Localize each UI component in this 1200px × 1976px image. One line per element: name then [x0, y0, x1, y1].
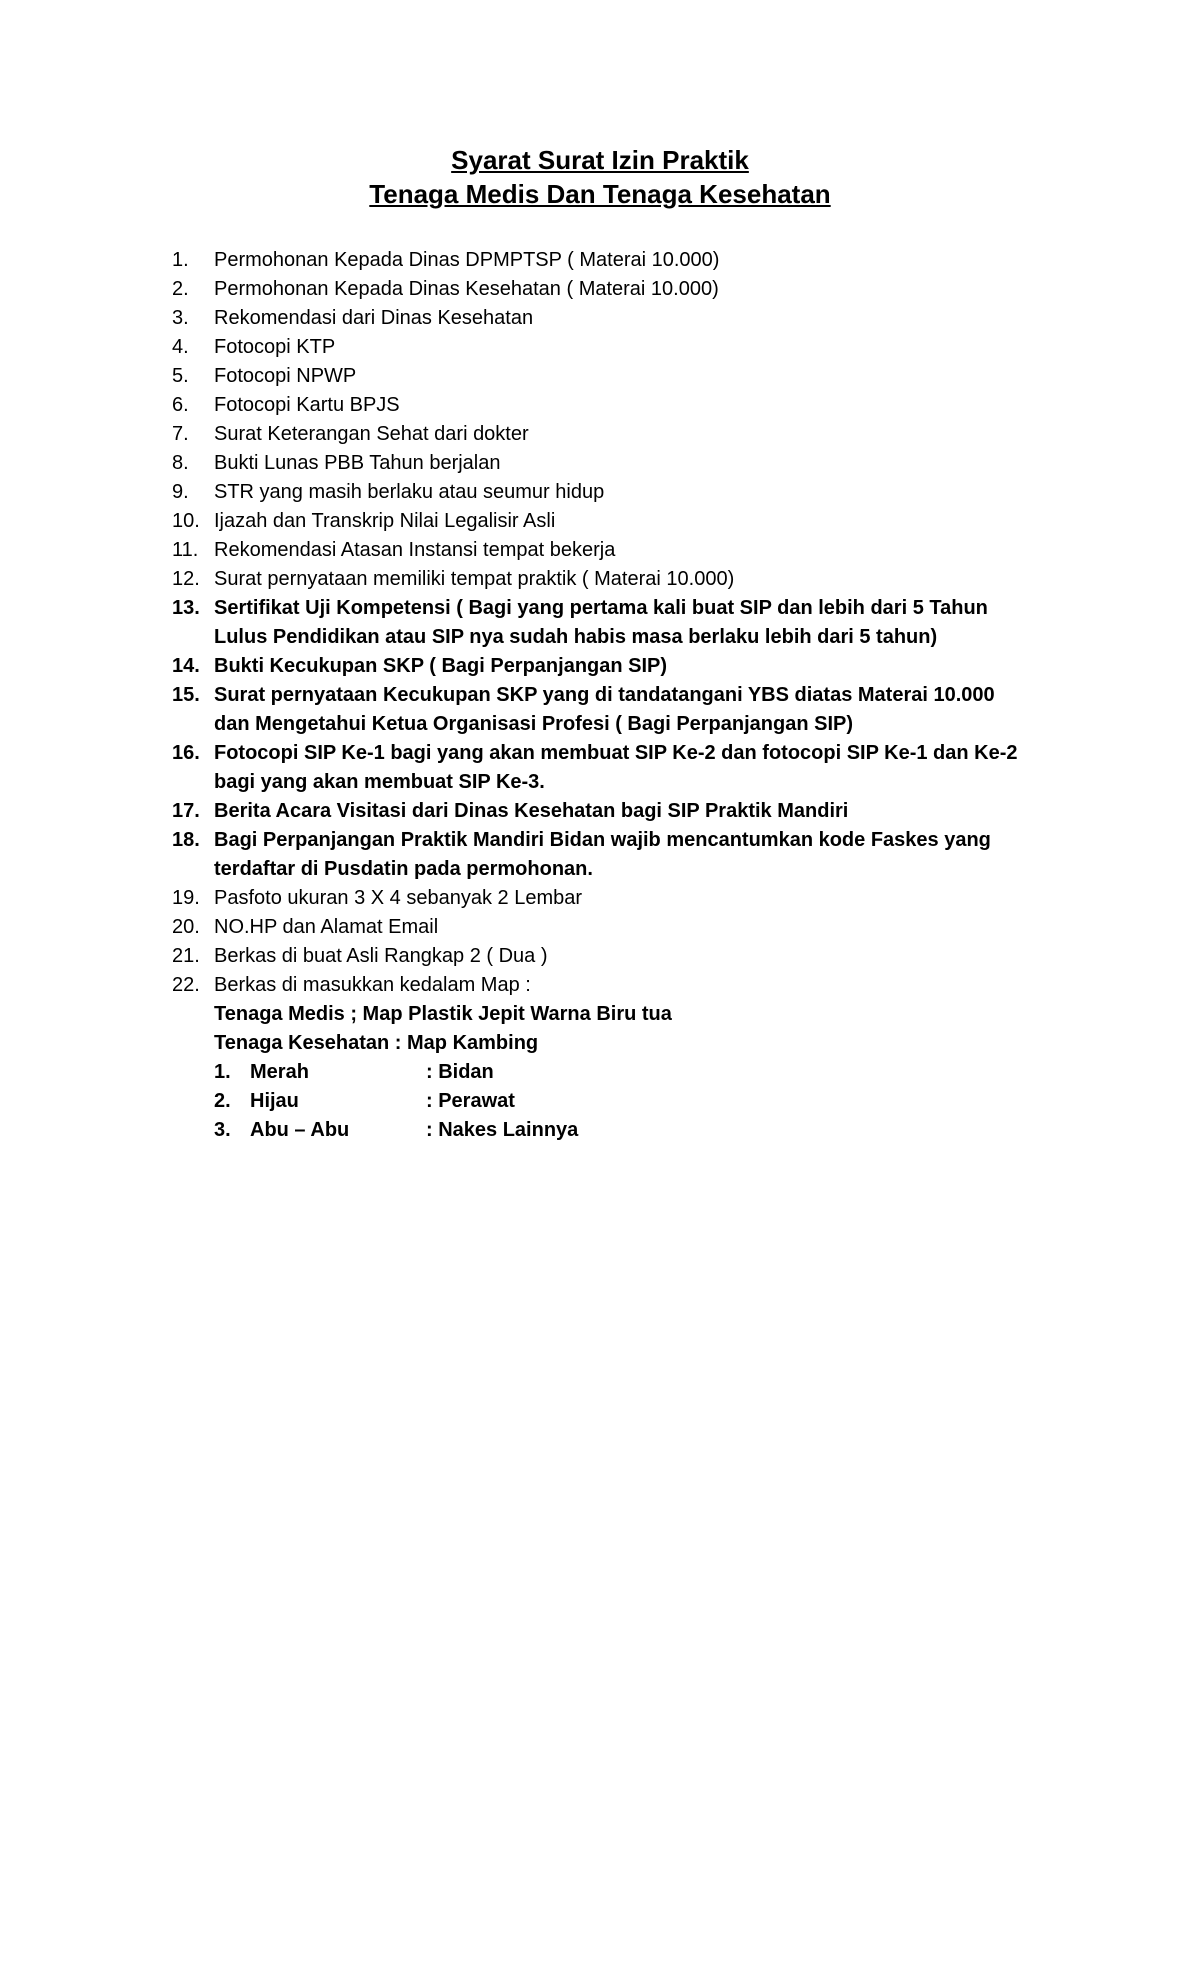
item-number: 14. [172, 655, 200, 677]
item-number: 16. [172, 742, 200, 764]
list-item [172, 304, 1032, 333]
item-number: 8. [172, 452, 189, 474]
item-number: 13. [172, 597, 200, 619]
list-item [172, 681, 1032, 739]
item-text: Bukti Lunas PBB Tahun berjalan [214, 452, 501, 474]
color-role: : Nakes Lainnya [426, 1119, 579, 1141]
color-number: 2. [214, 1090, 231, 1112]
item-text: Bagi Perpanjangan Praktik Mandiri Bidan wajib mencantumkan kode Faskes yang terdaftar di Pusdatin pada permohonan. [214, 829, 991, 880]
item-number: 6. [172, 394, 189, 416]
list-item [172, 507, 1032, 536]
item-number: 11. [172, 539, 199, 561]
item-number: 18. [172, 829, 200, 851]
list-item [172, 652, 1032, 681]
list-item [172, 420, 1032, 449]
item-text: STR yang masih berlaku atau seumur hidup [214, 481, 605, 503]
list-item [172, 333, 1032, 362]
list-item [172, 971, 1032, 1145]
item-text: Fotocopi NPWP [214, 365, 357, 387]
list-item [172, 478, 1032, 507]
list-item [172, 826, 1032, 884]
color-name: Abu – Abu [250, 1119, 350, 1141]
item-text: Permohonan Kepada Dinas Kesehatan ( Materai 10.000) [214, 278, 719, 300]
list-item [172, 362, 1032, 391]
item-text: Fotocopi SIP Ke-1 bagi yang akan membuat SIP Ke-2 dan fotocopi SIP Ke-1 dan Ke-2 bagi yang akan membuat SIP Ke-3. [214, 742, 1018, 793]
item-text: Fotocopi KTP [214, 336, 336, 358]
color-list-item [214, 1116, 1032, 1145]
item-text: Berita Acara Visitasi dari Dinas Kesehatan bagi SIP Praktik Mandiri [214, 800, 849, 822]
item-number: 20. [172, 916, 200, 938]
item-text: Ijazah dan Transkrip Nilai Legalisir Asli [214, 510, 556, 532]
map-instruction: Berkas di masukkan kedalam Map : [214, 974, 531, 996]
color-role: : Perawat [426, 1090, 515, 1112]
list-item [172, 594, 1032, 652]
item-number: 22. [172, 974, 200, 996]
item-text: NO.HP dan Alamat Email [214, 916, 439, 938]
item-text [214, 971, 1032, 1145]
list-item [172, 884, 1032, 913]
item-number: 1. [172, 249, 189, 271]
item-text: Rekomendasi Atasan Instansi tempat bekerja [214, 539, 616, 561]
item-number: 7. [172, 423, 189, 445]
list-item [172, 275, 1032, 304]
color-list-item [214, 1058, 1032, 1087]
map-kesehatan-line: Tenaga Kesehatan : Map Kambing [214, 1032, 539, 1054]
color-number: 3. [214, 1119, 231, 1141]
map-medis-line: Tenaga Medis ; Map Plastik Jepit Warna Biru tua [214, 1003, 672, 1025]
list-item [172, 739, 1032, 797]
item-number: 5. [172, 365, 189, 387]
item-text: Bukti Kecukupan SKP ( Bagi Perpanjangan SIP) [214, 655, 668, 677]
item-number: 10. [172, 510, 200, 532]
item-text: Rekomendasi dari Dinas Kesehatan [214, 307, 534, 329]
requirements-list [172, 246, 1032, 1145]
list-item [172, 942, 1032, 971]
list-item [172, 913, 1032, 942]
item-text: Surat pernyataan memiliki tempat praktik ( Materai 10.000) [214, 568, 735, 590]
item-text: Permohonan Kepada Dinas DPMPTSP ( Materai 10.000) [214, 249, 720, 271]
item-number: 21. [172, 945, 200, 967]
color-role: : Bidan [426, 1061, 494, 1083]
color-number: 1. [214, 1061, 231, 1083]
color-name: Hijau [250, 1090, 299, 1112]
list-item [172, 391, 1032, 420]
item-text: Surat pernyataan Kecukupan SKP yang di tandatangani YBS diatas Materai 10.000 dan Mengetahui Ketua Organisasi Profesi ( Bagi Perpanjangan SIP) [214, 684, 995, 735]
item-number: 17. [172, 800, 200, 822]
page-subtitle: Tenaga Medis Dan Tenaga Kesehatan [369, 179, 831, 209]
item-number: 9. [172, 481, 189, 503]
item-text: Fotocopi Kartu BPJS [214, 394, 400, 416]
item-number: 19. [172, 887, 200, 909]
map-color-list [214, 1058, 1032, 1145]
item-number: 2. [172, 278, 189, 300]
page-title: Syarat Surat Izin Praktik [451, 145, 749, 175]
list-item [172, 246, 1032, 275]
list-item [172, 565, 1032, 594]
item-text: Pasfoto ukuran 3 X 4 sebanyak 2 Lembar [214, 887, 583, 909]
list-item [172, 797, 1032, 826]
color-name: Merah [250, 1061, 309, 1083]
title-block [0, 143, 1200, 211]
item-text: Berkas di buat Asli Rangkap 2 ( Dua ) [214, 945, 548, 967]
list-item [172, 536, 1032, 565]
color-list-item [214, 1087, 1032, 1116]
item-number: 3. [172, 307, 189, 329]
item-text: Sertifikat Uji Kompetensi ( Bagi yang pertama kali buat SIP dan lebih dari 5 Tahun Lulus Pendidikan atau SIP nya sudah habis masa berlaku lebih dari 5 tahun) [214, 597, 988, 648]
item-text: Surat Keterangan Sehat dari dokter [214, 423, 529, 445]
item-number: 15. [172, 684, 200, 706]
item-number: 4. [172, 336, 189, 358]
list-item [172, 449, 1032, 478]
item-number: 12. [172, 568, 200, 590]
